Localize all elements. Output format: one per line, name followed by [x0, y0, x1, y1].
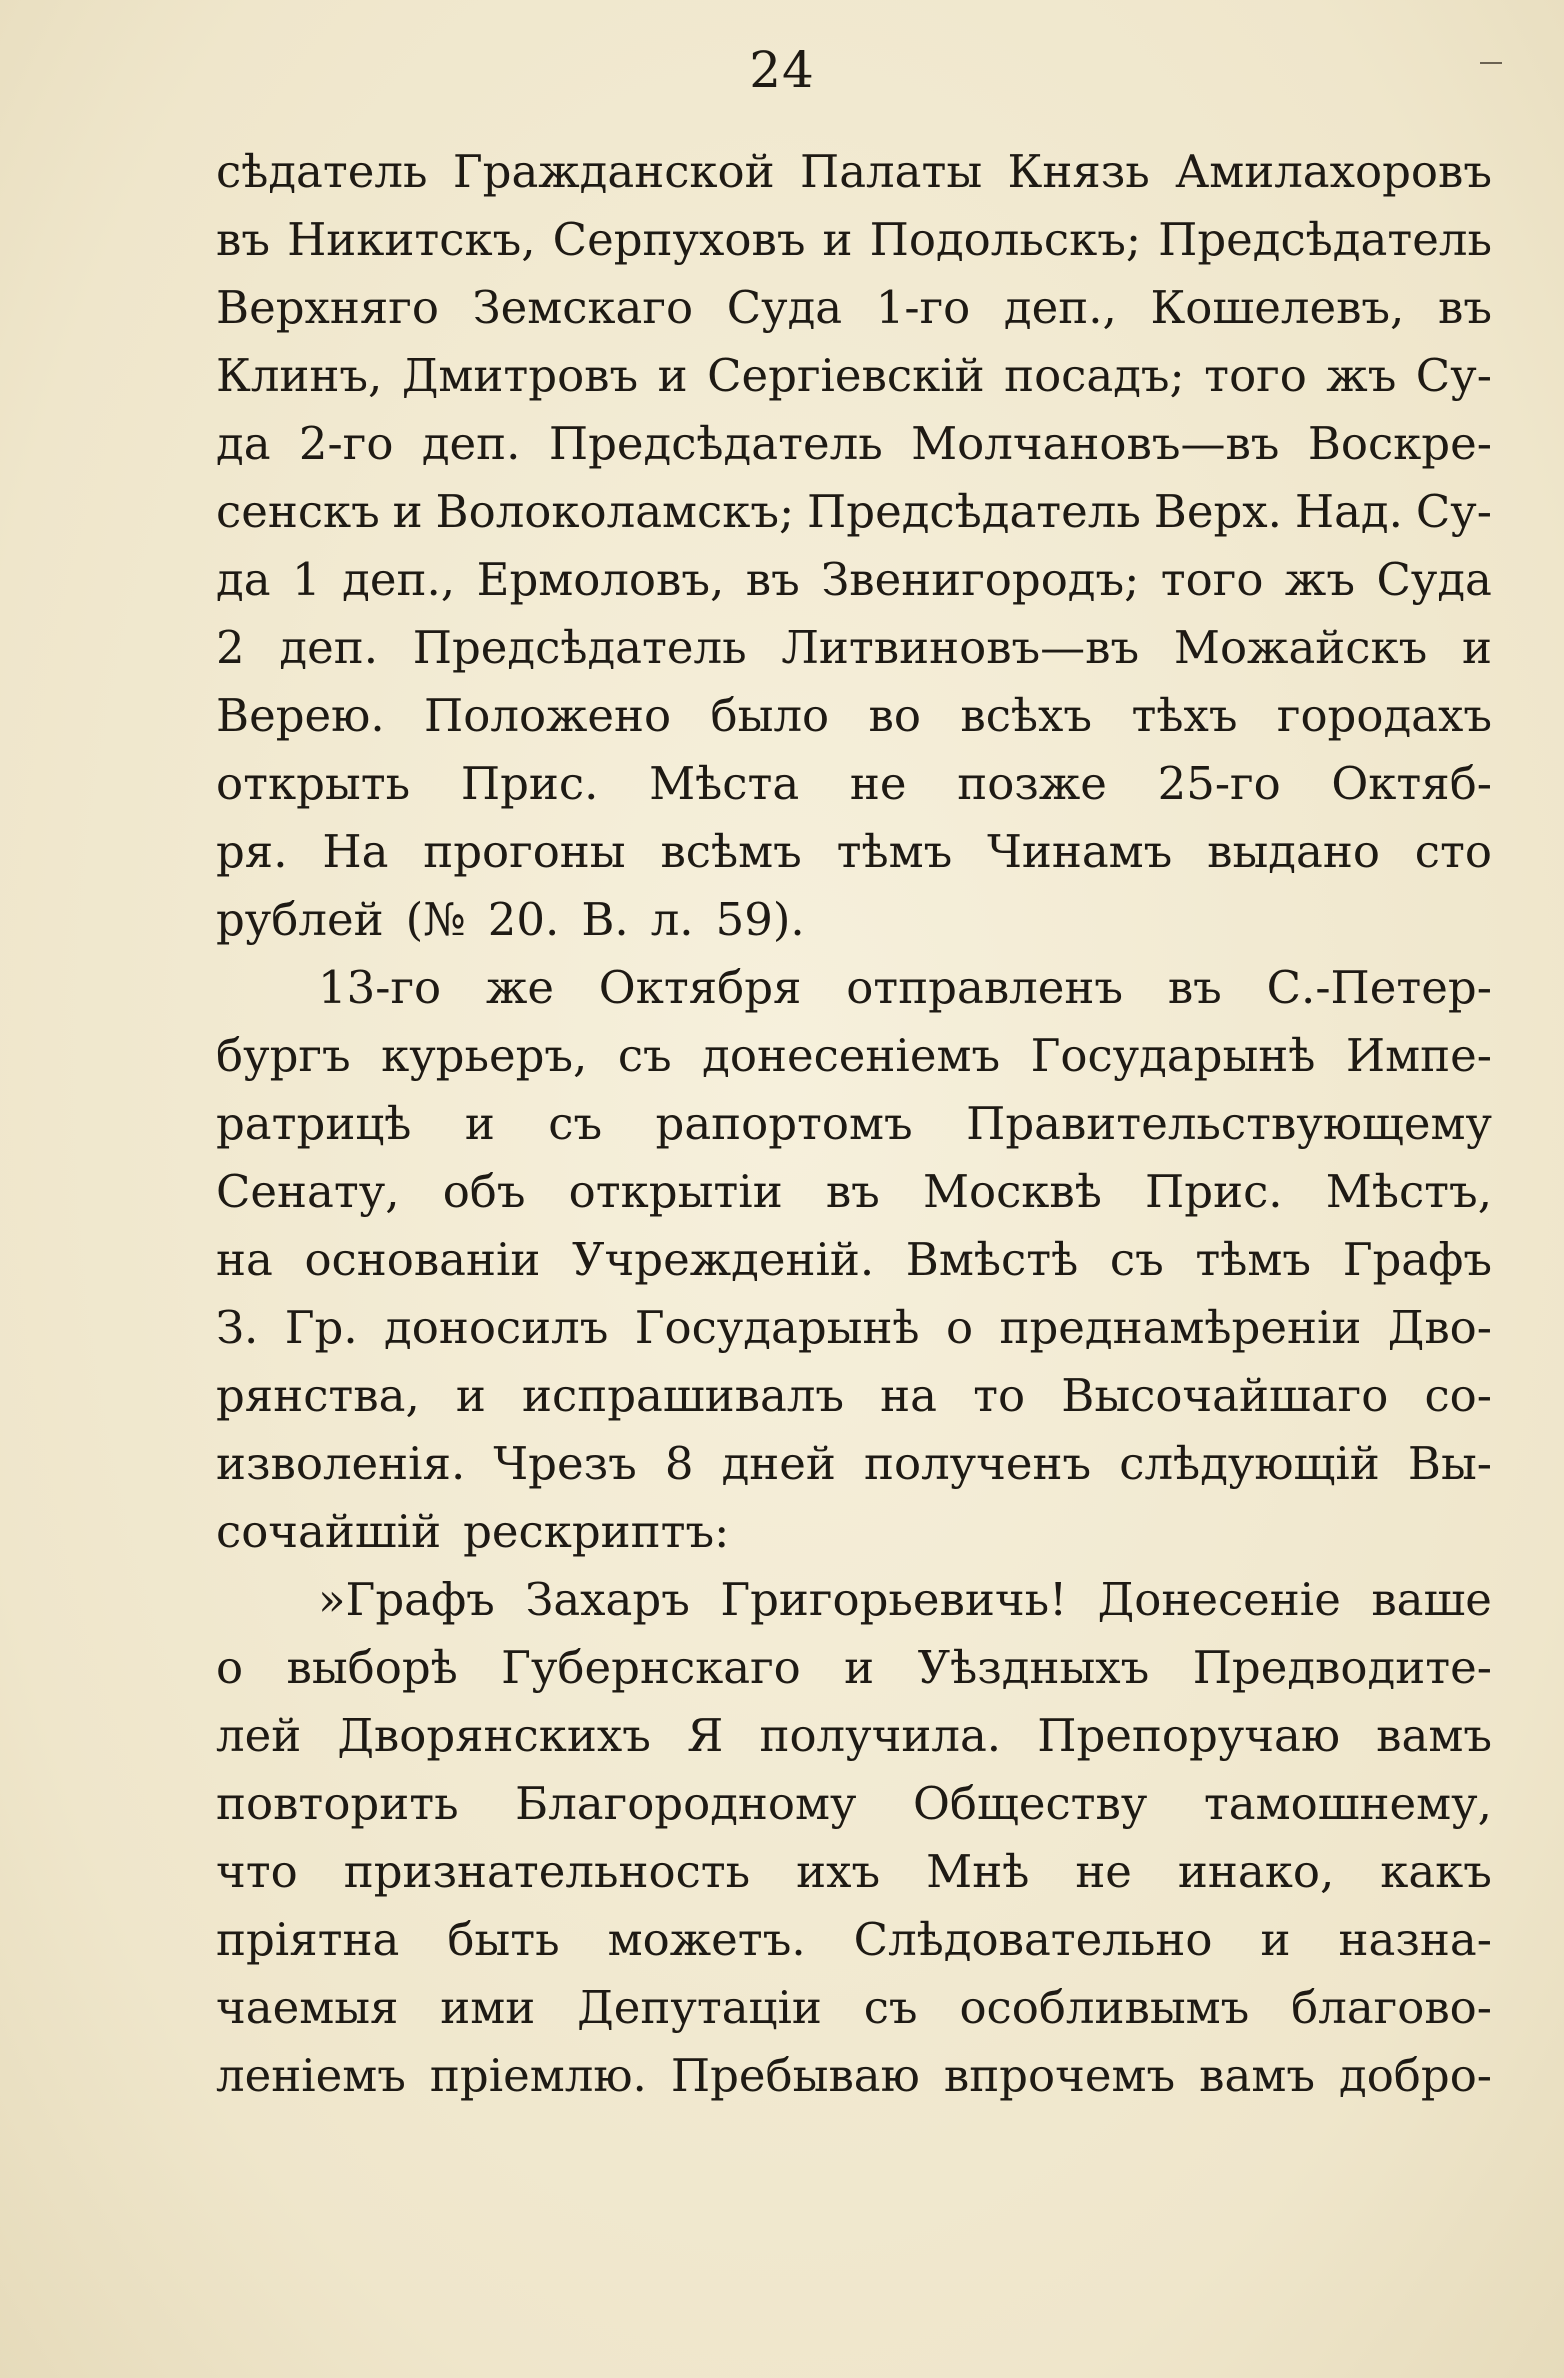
- text-line: [216, 1430, 1492, 1498]
- word: Волоколамскъ;: [435, 485, 795, 538]
- word: пріятна: [216, 1913, 400, 1966]
- word: Сергіевскій: [707, 349, 985, 402]
- text-line: [216, 1498, 1492, 1566]
- word: же: [485, 961, 554, 1014]
- word: Су-: [1415, 485, 1492, 538]
- text-line: [216, 1362, 1492, 1430]
- word: Чрезъ: [493, 1437, 637, 1490]
- word: съ: [548, 1097, 603, 1150]
- word: Государынѣ: [634, 1301, 920, 1354]
- word: деп.: [279, 621, 379, 674]
- word: позже: [957, 757, 1107, 810]
- word: 8: [664, 1437, 694, 1490]
- word: тамошнему,: [1203, 1777, 1492, 1830]
- word: Гр.: [284, 1301, 358, 1354]
- word: ваше: [1371, 1573, 1492, 1626]
- word: съ: [617, 1029, 672, 1082]
- word: и: [392, 485, 423, 538]
- word: рескриптъ:: [463, 1505, 730, 1558]
- word: Суда: [1376, 553, 1492, 606]
- word: съ: [863, 1981, 918, 2034]
- word: открытіи: [568, 1165, 783, 1218]
- text-line: [216, 1090, 1492, 1158]
- word: рапортомъ: [655, 1097, 913, 1150]
- word: тѣхъ: [1131, 689, 1238, 742]
- word: жъ: [1284, 553, 1355, 606]
- word: Импе-: [1345, 1029, 1492, 1082]
- word: Я: [687, 1709, 724, 1762]
- text-line: [216, 1022, 1492, 1090]
- word: Благородному: [515, 1777, 857, 1830]
- word: Сенату,: [216, 1165, 400, 1218]
- word: Дво-: [1387, 1301, 1492, 1354]
- word: Предсѣдатель: [807, 485, 1141, 538]
- word: Палаты: [799, 145, 983, 198]
- word: на: [880, 1369, 937, 1422]
- word: Мнѣ: [926, 1845, 1030, 1898]
- word: ратрицѣ: [216, 1097, 412, 1150]
- word: пріемлю.: [429, 2049, 647, 2102]
- word: добро-: [1339, 2049, 1492, 2102]
- text-line: [216, 410, 1492, 478]
- word: В.: [581, 893, 629, 946]
- word: Москвѣ: [922, 1165, 1102, 1218]
- word: рублей: [216, 893, 384, 946]
- word: о: [216, 1641, 244, 1694]
- word: всѣхъ: [960, 689, 1093, 742]
- word: и: [1260, 1913, 1291, 1966]
- word: дней: [721, 1437, 836, 1490]
- word: Предсѣдатель: [412, 621, 747, 674]
- word: Амилахоровъ: [1175, 145, 1492, 198]
- word: и: [455, 1369, 486, 1422]
- word: лей: [216, 1709, 302, 1762]
- word: С.-Петер-: [1266, 961, 1492, 1014]
- text-line: [216, 1226, 1492, 1294]
- word: и: [464, 1097, 495, 1150]
- word: Дворянскихъ: [337, 1709, 651, 1762]
- word: тѣмъ: [1195, 1233, 1312, 1286]
- word: 59).: [715, 893, 805, 946]
- word: Дмитровъ: [401, 349, 639, 402]
- text-line: [216, 478, 1492, 546]
- word: л.: [650, 893, 694, 946]
- word: Клинъ,: [216, 349, 383, 402]
- word: Высочайшаго: [1061, 1369, 1389, 1422]
- word: Верх.: [1153, 485, 1282, 538]
- word: ря.: [216, 825, 288, 878]
- word: Верхняго: [216, 281, 439, 334]
- word: быть: [447, 1913, 560, 1966]
- word: Октября: [598, 961, 802, 1014]
- text-line: [216, 546, 1492, 614]
- word: чаемыя: [216, 1981, 399, 2034]
- word: въ: [745, 553, 800, 606]
- word: рянства,: [216, 1369, 420, 1422]
- word: Ермоловъ,: [476, 553, 725, 606]
- word: прогоны: [423, 825, 626, 878]
- word: повторить: [216, 1777, 459, 1830]
- word: о: [945, 1301, 974, 1354]
- word: Графъ: [1342, 1233, 1492, 1286]
- word: въ: [1437, 281, 1492, 334]
- word: Октяб-: [1331, 757, 1492, 810]
- word: Предводите-: [1192, 1641, 1492, 1694]
- text-line: [216, 1158, 1492, 1226]
- text-line: [216, 1770, 1492, 1838]
- word: Кошелевъ,: [1150, 281, 1405, 334]
- word: сочайшій: [216, 1505, 442, 1558]
- word: впрочемъ: [943, 2049, 1176, 2102]
- word: Вмѣстѣ: [905, 1233, 1079, 1286]
- word: что: [216, 1845, 298, 1898]
- word: 2-го: [298, 417, 394, 470]
- word: деп.: [421, 417, 521, 470]
- word: Обществу: [913, 1777, 1148, 1830]
- word: Уѣздныхъ: [917, 1641, 1150, 1694]
- word: Учрежденій.: [572, 1233, 875, 1286]
- word: 25-го: [1157, 757, 1281, 810]
- word: сенскъ: [216, 485, 380, 538]
- word: особливымъ: [959, 1981, 1250, 2034]
- word: Государынѣ: [1030, 1029, 1316, 1082]
- word: Верею.: [216, 689, 385, 742]
- word: городахъ: [1276, 689, 1492, 742]
- word: со-: [1424, 1369, 1492, 1422]
- word: 13-го: [318, 961, 442, 1014]
- margin-mark: [1480, 62, 1502, 64]
- word: Молчановъ—въ: [911, 417, 1280, 470]
- word: деп.,: [1003, 281, 1117, 334]
- word: благово-: [1291, 1981, 1492, 2034]
- word: выборѣ: [286, 1641, 458, 1694]
- word: Чинамъ: [987, 825, 1173, 878]
- word: тѣмъ: [836, 825, 953, 878]
- word: и: [822, 213, 853, 266]
- word: деп.,: [342, 553, 456, 606]
- word: 2: [216, 621, 245, 674]
- word: Захаръ: [525, 1573, 690, 1626]
- word: въ: [216, 213, 270, 266]
- word: Земскаго: [472, 281, 694, 334]
- word: не: [849, 757, 907, 810]
- text-line: [216, 954, 1492, 1022]
- word: Суда: [726, 281, 843, 334]
- word: всѣмъ: [660, 825, 802, 878]
- word: вамъ: [1376, 1709, 1492, 1762]
- word: Гражданской: [452, 145, 775, 198]
- word: Прис.: [1145, 1165, 1283, 1218]
- word: На: [322, 825, 389, 878]
- word: Слѣдовательно: [853, 1913, 1213, 1966]
- word: открыть: [216, 757, 411, 810]
- word: того: [1160, 553, 1264, 606]
- word: да: [216, 553, 271, 606]
- word: Предсѣдатель: [1158, 213, 1492, 266]
- text-line: [216, 750, 1492, 818]
- word: изволенія.: [216, 1437, 466, 1490]
- text-line: [216, 886, 1492, 954]
- word: съ: [1109, 1233, 1164, 1286]
- word: и: [844, 1641, 875, 1694]
- text-line: [216, 138, 1492, 206]
- word: Предсѣдатель: [548, 417, 883, 470]
- word: во: [868, 689, 921, 742]
- word: не: [1075, 1845, 1132, 1898]
- word: Подольскъ;: [869, 213, 1141, 266]
- text-line: [216, 1566, 1492, 1634]
- word: объ: [442, 1165, 526, 1218]
- word: слѣдующій: [1119, 1437, 1380, 1490]
- word: сѣдатель: [216, 145, 428, 198]
- word: 1-го: [875, 281, 971, 334]
- word: полученъ: [864, 1437, 1092, 1490]
- word: сто: [1414, 825, 1492, 878]
- text-line: [216, 342, 1492, 410]
- word: Серпуховъ: [552, 213, 806, 266]
- text-line: [216, 1702, 1492, 1770]
- word: выдано: [1207, 825, 1380, 878]
- word: Прис.: [460, 757, 599, 810]
- word: Депутаціи: [577, 1981, 822, 2034]
- word: основаніи: [304, 1233, 541, 1286]
- word: того: [1204, 349, 1307, 402]
- word: Воскре-: [1307, 417, 1492, 470]
- word: Григорьевичь!: [720, 1573, 1068, 1626]
- word: инако,: [1177, 1845, 1335, 1898]
- word: Губернскаго: [501, 1641, 801, 1694]
- word: (№: [405, 893, 466, 946]
- word: Литвиновъ—въ: [781, 621, 1140, 674]
- page-number: 24: [749, 41, 815, 99]
- word: и: [657, 349, 688, 402]
- word: ихъ: [796, 1845, 881, 1898]
- word: бургъ: [216, 1029, 351, 1082]
- word: испрашивалъ: [522, 1369, 845, 1422]
- word: ими: [440, 1981, 536, 2034]
- word: жъ: [1326, 349, 1397, 402]
- word: Мѣстъ,: [1325, 1165, 1492, 1218]
- word: вамъ: [1199, 2049, 1315, 2102]
- word: преднамѣреніи: [999, 1301, 1362, 1354]
- word: Звенигородъ;: [821, 553, 1140, 606]
- word: то: [973, 1369, 1026, 1422]
- body-text: [216, 138, 1492, 2110]
- word: было: [710, 689, 830, 742]
- word: Положено: [424, 689, 672, 742]
- word: назна-: [1338, 1913, 1492, 1966]
- word: Правительствующему: [966, 1097, 1492, 1150]
- text-line: [216, 1294, 1492, 1362]
- word: »Графъ: [318, 1573, 495, 1626]
- text-line: [216, 614, 1492, 682]
- text-line: [216, 1906, 1492, 1974]
- word: въ: [825, 1165, 880, 1218]
- text-line: [216, 206, 1492, 274]
- text-line: [216, 1634, 1492, 1702]
- word: да: [216, 417, 271, 470]
- word: Над.: [1294, 485, 1403, 538]
- text-line: [216, 818, 1492, 886]
- word: Препоручаю: [1037, 1709, 1341, 1762]
- word: Можайскъ: [1173, 621, 1428, 674]
- word: Мѣста: [649, 757, 800, 810]
- word: Князь: [1007, 145, 1150, 198]
- word: доносилъ: [384, 1301, 609, 1354]
- word: можетъ.: [607, 1913, 806, 1966]
- word: Донесеніе: [1097, 1573, 1341, 1626]
- word: въ: [1167, 961, 1222, 1014]
- text-line: [216, 682, 1492, 750]
- word: посадъ;: [1004, 349, 1185, 402]
- word: признательность: [343, 1845, 751, 1898]
- word: Никитскъ,: [287, 213, 536, 266]
- word: 1: [292, 553, 321, 606]
- word: и: [1461, 621, 1492, 674]
- word: отправленъ: [846, 961, 1123, 1014]
- word: получила.: [759, 1709, 1002, 1762]
- word: 20.: [487, 893, 560, 946]
- word: курьеръ,: [381, 1029, 588, 1082]
- word: Су-: [1415, 349, 1492, 402]
- word: леніемъ: [216, 2049, 406, 2102]
- word: какъ: [1380, 1845, 1492, 1898]
- text-line: [216, 1974, 1492, 2042]
- text-line: [216, 1838, 1492, 1906]
- word: на: [216, 1233, 273, 1286]
- word: Вы-: [1407, 1437, 1492, 1490]
- word: Пребываю: [670, 2049, 920, 2102]
- text-line: [216, 274, 1492, 342]
- word: донесеніемъ: [702, 1029, 1001, 1082]
- word: З.: [216, 1301, 259, 1354]
- text-line: [216, 2042, 1492, 2110]
